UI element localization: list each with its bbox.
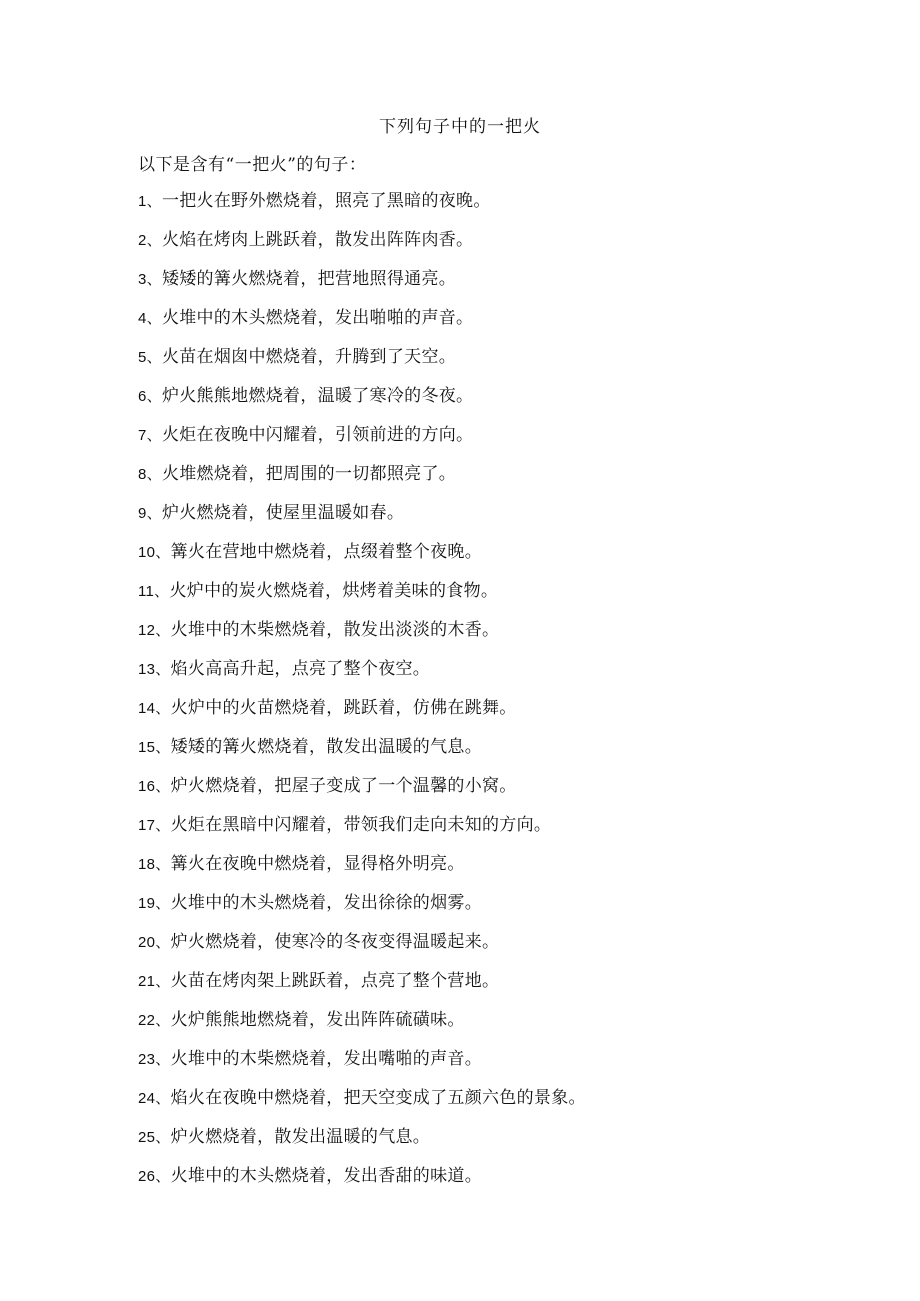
list-item xyxy=(138,540,588,565)
item-number: 22、 xyxy=(138,1012,171,1029)
page-title: 下列句子中的一把火 xyxy=(379,117,541,137)
list-item xyxy=(138,423,588,448)
item-number: 19、 xyxy=(138,895,171,912)
list-item xyxy=(138,735,588,760)
item-number: 6、 xyxy=(138,388,162,405)
item-number: 5、 xyxy=(138,349,162,366)
item-number: 4、 xyxy=(138,310,162,327)
item-text: 炉火熊熊地燃烧着，温暖了寒冷的冬夜。 xyxy=(161,386,474,406)
list-item xyxy=(138,501,588,526)
item-text: 火炬在黑暗中闪耀着，带领我们走向未知的方向。 xyxy=(170,815,552,835)
item-text: 焰火在夜晚中燃烧着，把天空变成了五颜六色的景象。 xyxy=(170,1088,586,1108)
item-number: 26、 xyxy=(138,1168,171,1185)
item-number: 16、 xyxy=(138,778,171,795)
list-item xyxy=(138,267,588,292)
list-item xyxy=(138,579,588,604)
item-text: 炉火燃烧着，散发出温暖的气息。 xyxy=(170,1127,431,1147)
item-text: 火炉熊熊地燃烧着，发出阵阵硫磺味。 xyxy=(170,1010,465,1030)
item-number: 18、 xyxy=(138,856,171,873)
item-number: 14、 xyxy=(138,700,171,717)
list-item xyxy=(138,306,588,331)
item-number: 7、 xyxy=(138,427,162,444)
list-item xyxy=(138,1086,588,1111)
item-text: 炉火燃烧着，使寒冷的冬夜变得温暖起来。 xyxy=(170,932,500,952)
item-number: 25、 xyxy=(138,1129,171,1146)
item-number: 17、 xyxy=(138,817,171,834)
list-item xyxy=(138,657,588,682)
list-item xyxy=(138,618,588,643)
item-number: 11、 xyxy=(138,583,170,600)
item-text: 焰火高高升起，点亮了整个夜空。 xyxy=(170,659,431,679)
item-number: 9、 xyxy=(138,505,162,522)
item-number: 15、 xyxy=(138,739,171,756)
item-text: 矮矮的篝火燃烧着，散发出温暖的气息。 xyxy=(170,737,482,757)
sentence-list xyxy=(138,189,588,1203)
intro-text: 以下是含有“一把火”的句子： xyxy=(138,155,367,175)
list-item xyxy=(138,1047,588,1072)
item-text: 一把火在野外燃烧着，照亮了黑暗的夜晚。 xyxy=(161,191,491,211)
list-item xyxy=(138,1125,588,1150)
item-text: 火苗在烤肉架上跳跃着，点亮了整个营地。 xyxy=(170,971,500,991)
list-item xyxy=(138,852,588,877)
item-number: 2、 xyxy=(138,232,162,249)
item-text: 火堆中的木头燃烧着，发出啪啪的声音。 xyxy=(161,308,474,328)
item-text: 炉火燃烧着，把屋子变成了一个温馨的小窝。 xyxy=(170,776,517,796)
list-item xyxy=(138,462,588,487)
item-text: 矮矮的篝火燃烧着，把营地照得通亮。 xyxy=(161,269,457,289)
list-item xyxy=(138,345,588,370)
item-number: 24、 xyxy=(138,1090,171,1107)
item-text: 火堆中的木柴燃烧着，发出嘴啪的声音。 xyxy=(170,1049,482,1069)
item-text: 火炬在夜晚中闪耀着，引领前进的方向。 xyxy=(161,425,474,445)
item-number: 13、 xyxy=(138,661,171,678)
item-text: 火堆中的木头燃烧着，发出香甜的味道。 xyxy=(170,1166,482,1186)
item-text: 火炉中的炭火燃烧着，烘烤着美味的食物。 xyxy=(169,581,499,601)
list-item xyxy=(138,774,588,799)
list-item xyxy=(138,969,588,994)
list-item xyxy=(138,813,588,838)
item-text: 火焰在烤肉上跳跃着，散发出阵阵肉香。 xyxy=(161,230,474,250)
item-number: 10、 xyxy=(138,544,171,561)
item-number: 3、 xyxy=(138,271,162,288)
item-text: 火苗在烟囱中燃烧着，升腾到了天空。 xyxy=(161,347,457,367)
item-text: 火堆燃烧着，把周围的一切都照亮了。 xyxy=(161,464,457,484)
item-text: 篝火在夜晚中燃烧着，显得格外明亮。 xyxy=(170,854,465,874)
item-number: 20、 xyxy=(138,934,171,951)
list-item xyxy=(138,228,588,253)
item-number: 1、 xyxy=(138,193,162,210)
item-text: 炉火燃烧着，使屋里温暖如春。 xyxy=(161,503,405,523)
list-item xyxy=(138,1008,588,1033)
list-item xyxy=(138,1164,588,1189)
item-text: 火堆中的木头燃烧着，发出徐徐的烟雾。 xyxy=(170,893,482,913)
item-number: 8、 xyxy=(138,466,162,483)
list-item xyxy=(138,189,588,214)
list-item xyxy=(138,384,588,409)
list-item xyxy=(138,696,588,721)
item-number: 21、 xyxy=(138,973,171,990)
item-number: 23、 xyxy=(138,1051,171,1068)
list-item xyxy=(138,891,588,916)
item-text: 篝火在营地中燃烧着，点缀着整个夜晚。 xyxy=(170,542,482,562)
item-number: 12、 xyxy=(138,622,171,639)
item-text: 火炉中的火苗燃烧着，跳跃着，仿佛在跳舞。 xyxy=(170,698,517,718)
list-item xyxy=(138,930,588,955)
item-text: 火堆中的木柴燃烧着，散发出淡淡的木香。 xyxy=(170,620,500,640)
